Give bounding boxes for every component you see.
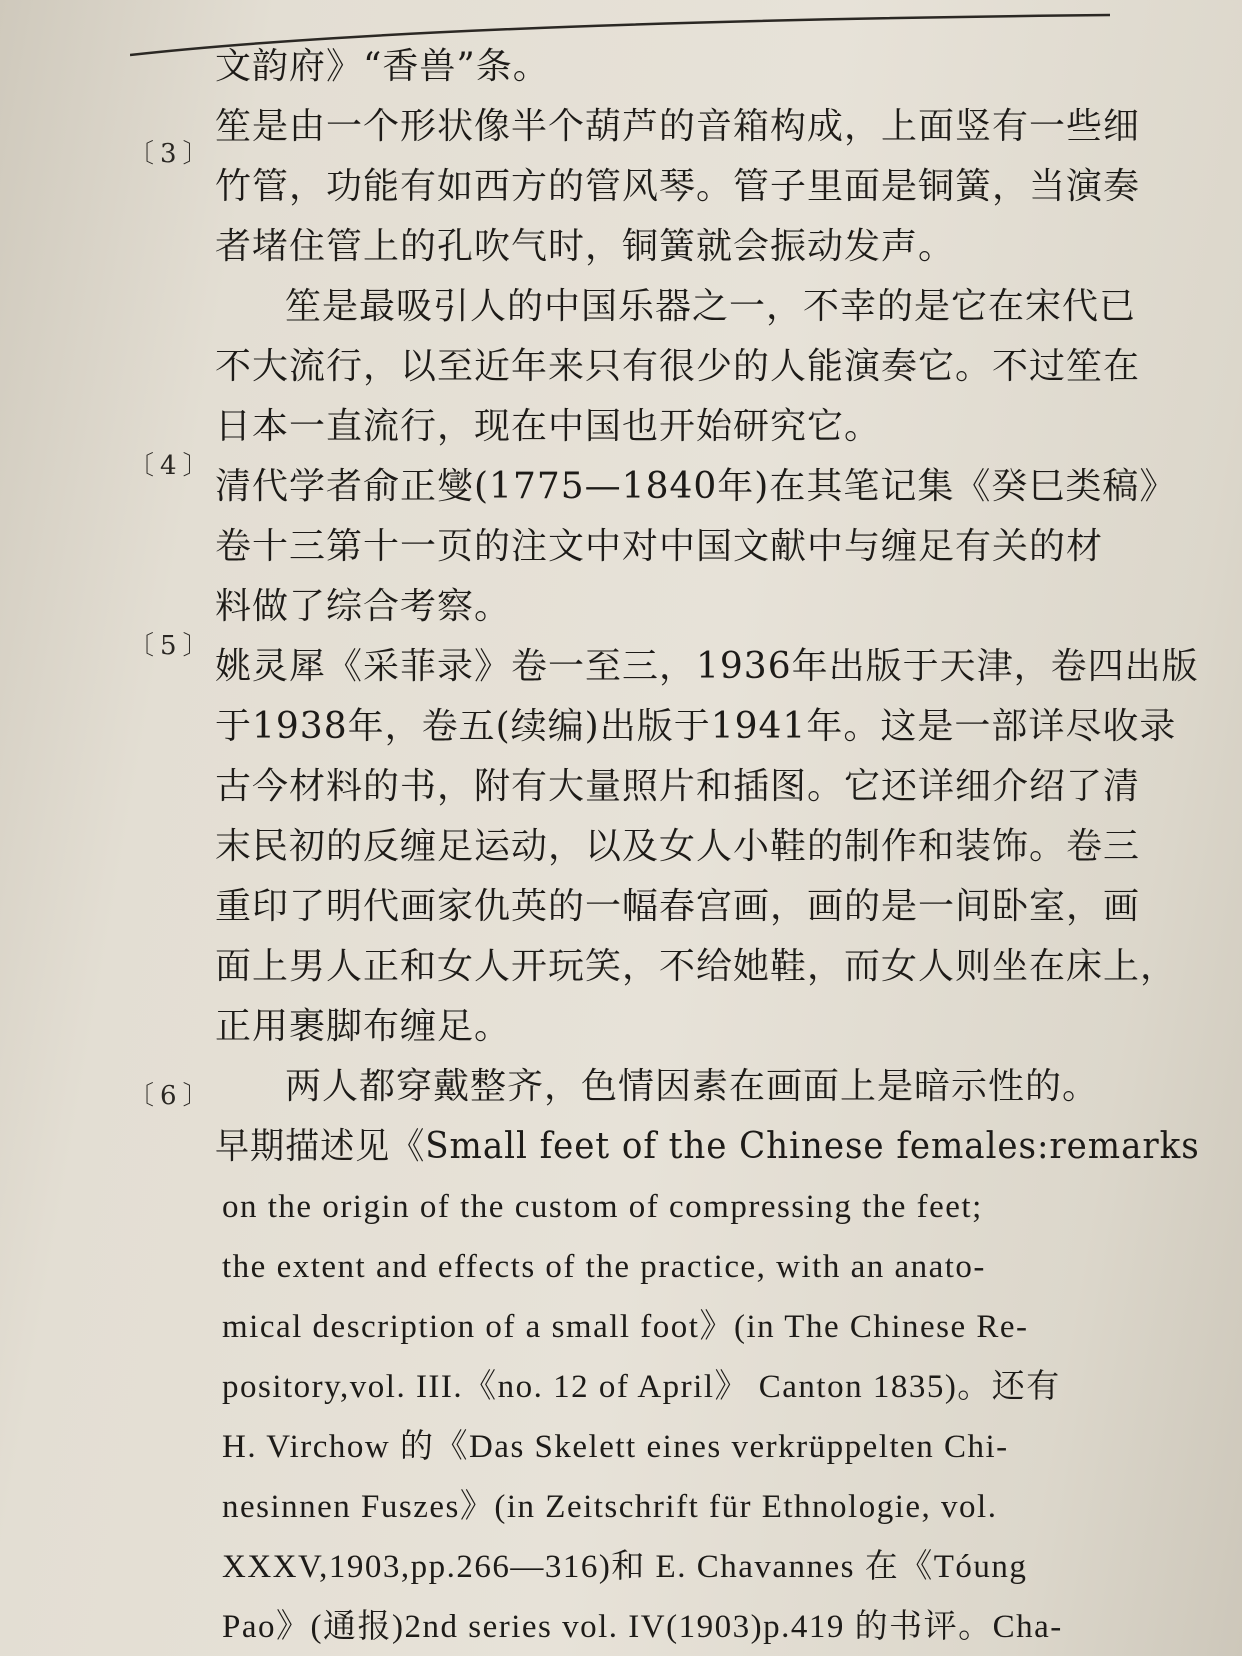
text-line: 笙是最吸引人的中国乐器之一，不幸的是它在宋代已 bbox=[285, 286, 1137, 327]
text-line: Pao》(通报)2nd series vol. IV(1903)p.419 的书评。Cha- bbox=[222, 1609, 1063, 1645]
text-line: nesinnen Fuszes》(in Zeitschrift für Ethnologie, vol. bbox=[222, 1489, 998, 1525]
text-line: 两人都穿戴整齐，色情因素在画面上是暗示性的。 bbox=[285, 1066, 1100, 1107]
note-number-4: 〔4〕 bbox=[128, 451, 215, 481]
text-line: on the origin of the custom of compressing the feet; bbox=[222, 1189, 983, 1225]
text-line: 正用裹脚布缠足。 bbox=[215, 1006, 512, 1047]
text-line: 末民初的反缠足运动，以及女人小鞋的制作和装饰。卷三 bbox=[215, 826, 1141, 867]
text-line: 竹管，功能有如西方的管风琴。管子里面是铜簧，当演奏 bbox=[215, 166, 1141, 207]
text-line: the extent and effects of the practice, with an anato- bbox=[222, 1249, 986, 1285]
text-line: 料做了综合考察。 bbox=[215, 586, 512, 627]
text-line: 日本一直流行，现在中国也开始研究它。 bbox=[215, 406, 882, 447]
note-number-5: 〔5〕 bbox=[128, 631, 215, 661]
text-line: 面上男人正和女人开玩笑，不给她鞋，而女人则坐在床上， bbox=[215, 946, 1178, 987]
text-line: pository,vol. III.《no. 12 of April》 Canton 1835)。还有 bbox=[222, 1369, 1061, 1405]
text-line: 于1938年，卷五(续编)出版于1941年。这是一部详尽收录 bbox=[215, 706, 1177, 747]
text-line: 姚灵犀《采菲录》卷一至三，1936年出版于天津，卷四出版 bbox=[215, 646, 1199, 687]
text-line: 文韵府》“香兽”条。 bbox=[215, 46, 550, 87]
note-number-3: 〔3〕 bbox=[128, 139, 215, 169]
text-line: 不大流行，以至近年来只有很少的人能演奏它。不过笙在 bbox=[215, 346, 1141, 387]
text-line: mical description of a small foot》(in The Chinese Re- bbox=[222, 1309, 1029, 1345]
text-line: 重印了明代画家仇英的一幅春宫画，画的是一间卧室，画 bbox=[215, 886, 1141, 927]
text-line: 者堵住管上的孔吹气时，铜簧就会振动发声。 bbox=[215, 226, 956, 267]
text-line: 古今材料的书，附有大量照片和插图。它还详细介绍了清 bbox=[215, 766, 1141, 807]
text-line: 早期描述见《Small feet of the Chinese females:remarks bbox=[215, 1126, 1200, 1167]
text-line: 清代学者俞正燮(1775—1840年)在其笔记集《癸巳类稿》 bbox=[215, 466, 1177, 507]
text-line: 笙是由一个形状像半个葫芦的音箱构成，上面竖有一些细 bbox=[215, 106, 1141, 147]
note-number-6: 〔6〕 bbox=[128, 1081, 215, 1111]
text-line: 卷十三第十一页的注文中对中国文献中与缠足有关的材 bbox=[215, 526, 1104, 567]
text-line: H. Virchow 的《Das Skelett eines verkrüppelten Chi- bbox=[222, 1429, 1009, 1465]
text-line: XXXV,1903,pp.266—316)和 E. Chavannes 在《Tóung bbox=[222, 1549, 1028, 1585]
